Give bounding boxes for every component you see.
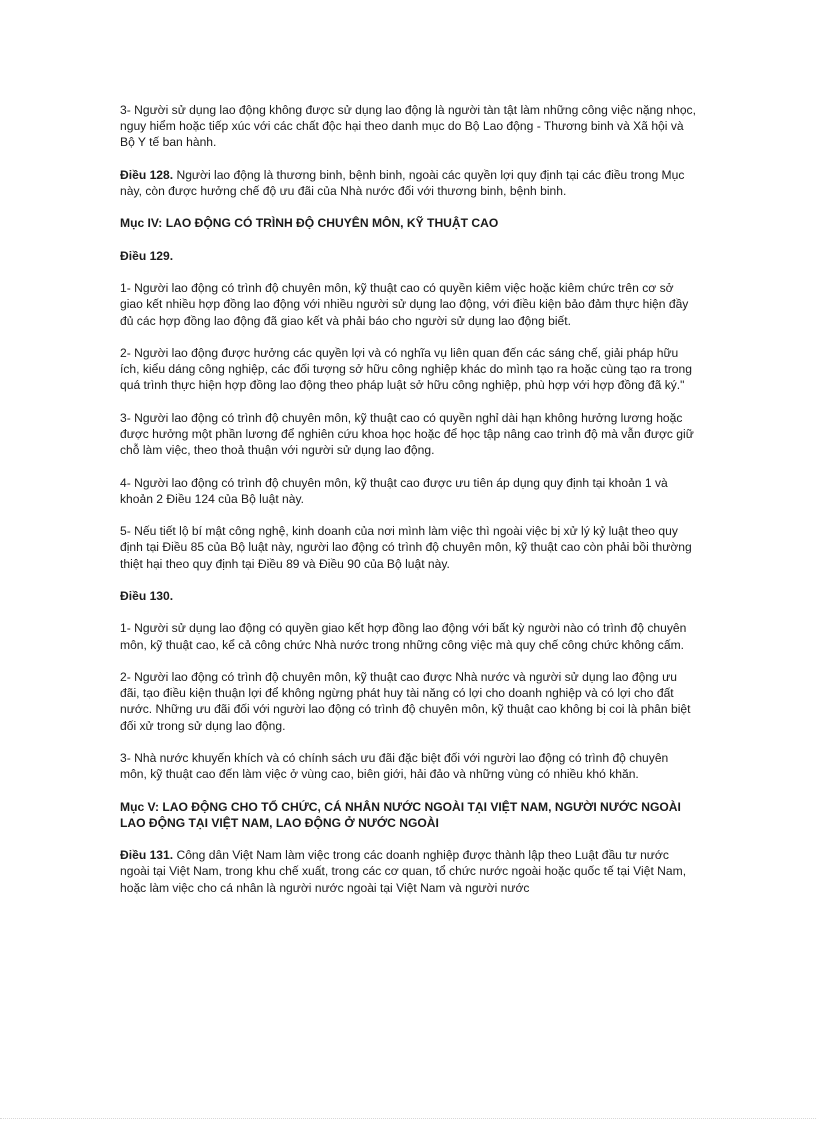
article-128-label: Điều 128.	[120, 167, 174, 182]
article-130-clause-1: 1- Người sử dụng lao động có quyền giao kết hợp đồng lao động với bất kỳ người nào có trình độ chuyên môn, kỹ thuật cao, kể cả công chức Nhà nước trong những công việc mà quy chế công chức không cấm.	[120, 621, 687, 652]
paragraph-disabled-workers-clause-3: 3- Người sử dụng lao động không được sử dụng lao động là người tàn tật làm những công việc nặng nhọc, nguy hiểm hoặc tiếp xúc với các chất độc hại theo danh mục do Bộ Lao động - Thương binh và Xã hội và Bộ Y tế ban hành.	[120, 103, 696, 150]
article-129-clause-5: 5- Nếu tiết lộ bí mật công nghệ, kinh doanh của nơi mình làm việc thì ngoài việc bị xử lý kỷ luật theo quy định tại Điều 85 của Bộ luật này, người lao động có trình độ chuyên môn, kỹ thuật cao còn phải bồi thường thiệt hại theo quy định tại Điều 89 và Điều 90 của Bộ luật này.	[120, 524, 692, 571]
article-131-text: Công dân Việt Nam làm việc trong các doanh nghiệp được thành lập theo Luật đầu tư nước ngoài tại Việt Nam, trong khu chế xuất, trong các cơ quan, tổ chức nước ngoài hoặc quốc tế tại Việt Nam, hoặc làm việc cho cá nhân là người nước ngoài tại Việt Nam và người nước	[120, 848, 687, 895]
article-131	[120, 847, 698, 896]
article-130-clause-2: 2- Người lao động có trình độ chuyên môn, kỹ thuật cao được Nhà nước và người sử dụng lao động ưu đãi, tạo điều kiện thuận lợi để không ngừng phát huy tài năng có lợi cho doanh nghiệp và có lợi cho đất nước. Những ưu đãi đối với người lao động có trình độ chuyên môn, kỹ thuật cao không bị coi là phân biệt đối xử trong sử dụng lao động.	[120, 669, 691, 733]
article-129-clause-2: 2- Người lao động được hưởng các quyền lợi và có nghĩa vụ liên quan đến các sáng chế, giải pháp hữu ích, kiểu dáng công nghiệp, các đối tượng sở hữu công nghiệp khác do mình tạo ra hoặc cùng tạo ra trong quá trình thực hiện hợp đồng lao động theo pháp luật sở hữu công nghiệp, phù hợp với hợp đồng đã ký."	[120, 345, 692, 393]
article-129-clause-1: 1- Người lao động có trình độ chuyên môn, kỹ thuật cao có quyền kiêm việc hoặc kiêm chức trên cơ sở giao kết nhiều hợp đồng lao động với nhiều người sử dụng lao động, với điều kiện bảo đảm thực hiện đầy đủ các hợp đồng lao động đã giao kết và phải báo cho người sử dụng lao động biết.	[120, 281, 689, 328]
article-128-text: Người lao động là thương binh, bệnh binh, ngoài các quyền lợi quy định tại các điều trong Mục này, còn được hưởng chế độ ưu đãi của Nhà nước đối với thương binh, bệnh binh.	[120, 167, 685, 198]
article-129-clause-3: 3- Người lao động có trình độ chuyên môn, kỹ thuật cao có quyền nghỉ dài hạn không hưởng lương hoặc được hưởng một phần lương để nghiên cứu khoa học hoặc để học tập nâng cao trình độ mà vẫn được giữ chỗ làm việc, theo thoả thuận với người sử dụng lao động.	[120, 410, 694, 458]
article-131-label: Điều 131.	[120, 848, 174, 863]
section-5-heading: Mục V: LAO ĐỘNG CHO TỔ CHỨC, CÁ NHÂN NƯỚC NGOÀI TẠI VIỆT NAM, NGƯỜI NƯỚC NGOÀI LAO ĐỘNG TẠI VIỆT NAM, LAO ĐỘNG Ở NƯỚC NGOÀI	[120, 799, 681, 830]
page-bottom-edge	[0, 1118, 816, 1119]
section-4-heading: Mục IV: LAO ĐỘNG CÓ TRÌNH ĐỘ CHUYÊN MÔN, KỸ THUẬT CAO	[120, 216, 499, 231]
article-128	[120, 167, 698, 199]
article-129-clause-4: 4- Người lao động có trình độ chuyên môn, kỹ thuật cao được ưu tiên áp dụng quy định tại khoản 1 và khoản 2 Điều 124 của Bộ luật này.	[120, 475, 668, 506]
article-130-clause-3: 3- Nhà nước khuyến khích và có chính sách ưu đãi đặc biệt đối với người lao động có trình độ chuyên môn, kỹ thuật cao đến làm việc ở vùng cao, biên giới, hải đảo và những vùng có nhiều khó khăn.	[120, 750, 669, 782]
document-page	[120, 102, 698, 912]
article-129-label: Điều 129.	[120, 248, 174, 263]
article-130-label: Điều 130.	[120, 588, 174, 603]
